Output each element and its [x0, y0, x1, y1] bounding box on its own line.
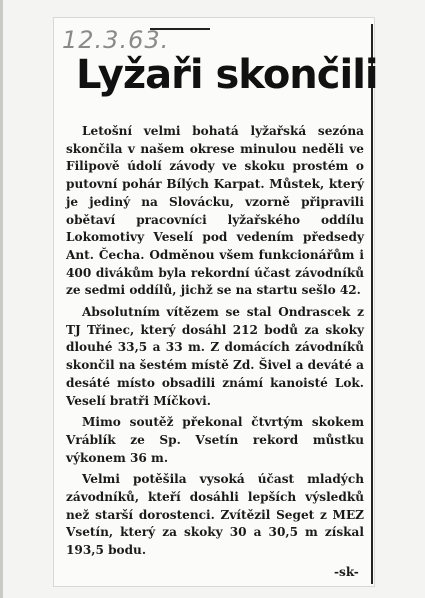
article-headline: Lyžaři skončili [76, 52, 378, 98]
paragraph: Letošní velmi bohatá lyžařská sezóna skončila v našem okrese minulou neděli ve Filipově údolí závody ve skoku prostém o putovní pohár Bílých Karpat. Můstek, který je jediný na Slovácku, vzorně připravili obětaví pracovníci lyžařského oddílu Lokomotivy Veselí pod vedením předsedy Ant. Čecha. Odměnou všem funkcionářům i 400 divákům byla rekordní účast závodníků ze sedmi oddílů, jichž se na startu sešlo 42. [66, 124, 364, 298]
handwritten-date: 12.3.63. [62, 26, 170, 54]
scan-edge [0, 0, 3, 598]
column-rule [371, 24, 373, 584]
paragraph: Absolutním vítězem se stal Ondrascek z TJ Třinec, který dosáhl 212 bodů za skoky dlouhé 33,5 a 33 m. Z domácích závodníků skončil na šestém místě Zd. Šivel a deváté a desáté místo obsadili známí kanoisté Lok. Veselí bratři Míčkovi. [66, 305, 364, 408]
paragraph: Mimo soutěž překonal čtvrtým skokem Vráblík ze Sp. Vsetín rekord můstku výkonem 36 m. [66, 415, 364, 465]
article-body [66, 123, 364, 564]
paragraph: Velmi potěšila vysoká účast mladých závodníků, kteří dosáhli lepších výsledků než starší dorostenci. Zvítězil Seget z MEZ Vsetín, který za skoky 30 a 30,5 m získal 193,5 bodu. [66, 472, 364, 558]
author-signature: -sk- [334, 565, 359, 579]
